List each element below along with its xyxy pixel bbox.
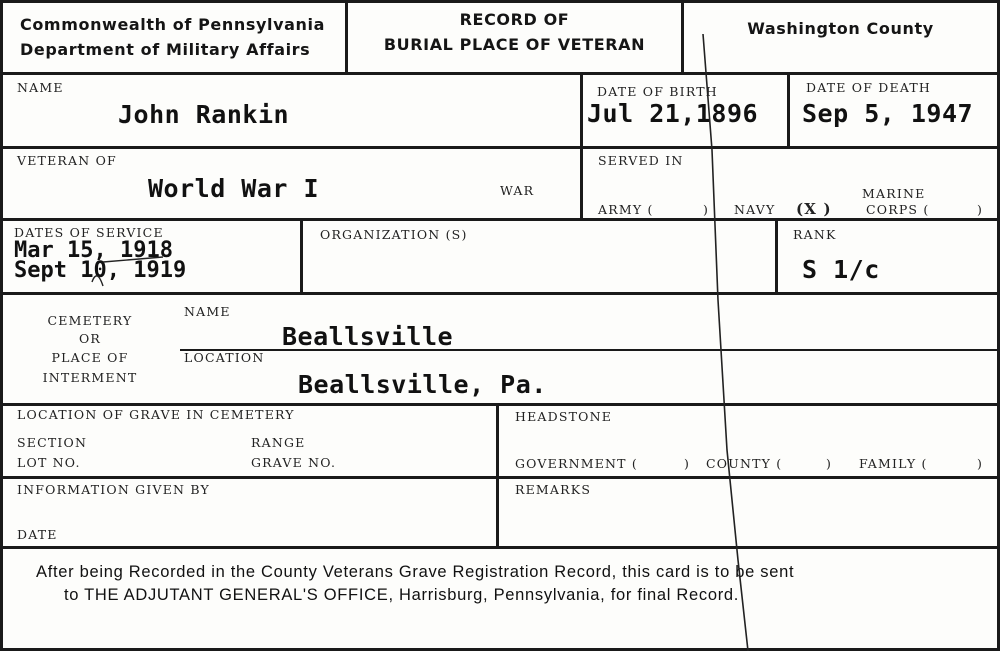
cemetery-label-4: INTERMENT <box>42 370 138 385</box>
government-close: ) <box>684 456 691 471</box>
cemetery-name-label: NAME <box>184 304 231 319</box>
marine-close: ) <box>977 202 984 217</box>
cemetery-location: Beallsville, Pa. <box>298 370 547 399</box>
county-close: ) <box>826 456 833 471</box>
cemetery-location-label: LOCATION <box>184 350 265 365</box>
county-name: Washington County <box>747 19 934 38</box>
footer-instruction-2: to THE ADJUTANT GENERAL'S OFFICE, Harrisburg, Pennsylvania, for final Record. <box>64 586 740 604</box>
navy-label: NAVY <box>734 202 776 217</box>
range-label: RANGE <box>251 435 306 450</box>
date-label: DATE <box>17 527 58 542</box>
lot-label: LOT NO. <box>17 455 81 470</box>
cemetery-label-1: CEMETERY <box>47 313 133 328</box>
organization-label: ORGANIZATION (S) <box>320 227 468 242</box>
government-label: GOVERNMENT ( <box>515 456 638 471</box>
cemetery-label-3: PLACE OF <box>51 350 129 365</box>
section-label: SECTION <box>17 435 88 450</box>
record-title-1: RECORD OF <box>459 10 570 29</box>
war-label: WAR <box>500 183 535 198</box>
name-label: NAME <box>17 80 64 95</box>
information-given-by-label: INFORMATION GIVEN BY <box>17 482 210 497</box>
headstone-label: HEADSTONE <box>515 409 613 424</box>
footer-instruction-1: After being Recorded in the County Veterans Grave Registration Record, this card is to be sent <box>36 563 795 581</box>
veteran-of-label: VETERAN OF <box>17 153 117 168</box>
date-of-death: Sep 5, 1947 <box>802 99 974 128</box>
war-value: World War I <box>148 174 320 203</box>
service-end-date: Sept 10, 1919 <box>14 258 187 283</box>
county-label: COUNTY ( <box>706 456 783 471</box>
family-label: FAMILY ( <box>859 456 928 471</box>
org-line-1: Commonwealth of Pennsylvania <box>20 15 326 34</box>
grave-no-label: GRAVE NO. <box>251 455 337 470</box>
rank-value: S 1/c <box>802 255 880 284</box>
org-line-2: Department of Military Affairs <box>20 40 311 59</box>
marine-label-2: CORPS ( <box>866 202 930 217</box>
marine-label-1: MARINE <box>862 186 926 201</box>
served-in-label: SERVED IN <box>598 153 684 168</box>
grave-location-label: LOCATION OF GRAVE IN CEMETERY <box>17 407 295 422</box>
remarks-label: REMARKS <box>515 482 592 497</box>
dates-of-service-label: DATES OF SERVICE <box>14 225 164 240</box>
record-title-2: BURIAL PLACE OF VETERAN <box>383 35 646 54</box>
date-of-birth: Jul 21,1896 <box>587 99 759 128</box>
veteran-name: John Rankin <box>118 100 290 129</box>
family-close: ) <box>977 456 984 471</box>
rank-label: RANK <box>793 227 837 242</box>
navy-checkmark: (X ) <box>796 200 832 218</box>
army-label: ARMY ( <box>598 202 654 217</box>
cemetery-label-2: OR <box>78 331 102 346</box>
dod-label: DATE OF DEATH <box>806 80 932 95</box>
cemetery-name: Beallsville <box>282 322 454 351</box>
army-close: ) <box>703 202 710 217</box>
service-start-date: Mar 15, 1918 <box>14 238 173 263</box>
dob-label: DATE OF BIRTH <box>597 84 718 99</box>
